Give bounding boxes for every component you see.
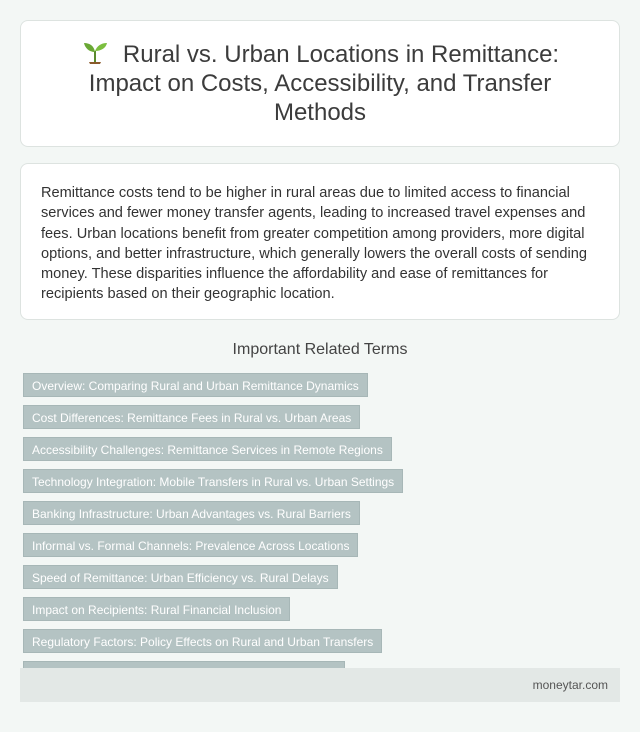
terms-heading: Important Related Terms [232, 341, 408, 358]
page-title-text: Rural vs. Urban Locations in Remittance: Impact on Costs, Accessibility, and Transfer Methods [88, 41, 560, 126]
term-tag[interactable]: Overview: Comparing Rural and Urban Remittance Dynamics [23, 373, 368, 397]
page-title [61, 40, 579, 127]
term-tag[interactable]: Accessibility Challenges: Remittance Services in Remote Regions [23, 437, 392, 461]
sprout-icon [81, 40, 109, 64]
term-tag[interactable]: Regulatory Factors: Policy Effects on Rural and Urban Transfers [23, 629, 382, 653]
summary-card [20, 163, 620, 320]
summary-text: Remittance costs tend to be higher in rural areas due to limited access to financial services and fewer money transfer agents, leading to increased travel expenses and fees. Urban locations benefit from greater competition among providers, more digital options, and better infrastructure, which generally lowers the overall costs of sending money. These disparities influence the affordability and ease of remittances for recipients based on their geographic location. [41, 185, 587, 303]
footer-site-link[interactable]: moneytar.com [532, 678, 608, 692]
term-tag[interactable]: Informal vs. Formal Channels: Prevalence Across Locations [23, 533, 358, 557]
term-tag[interactable]: Cost Differences: Remittance Fees in Rural vs. Urban Areas [23, 405, 360, 429]
terms-list [23, 373, 613, 685]
title-card [20, 20, 620, 147]
term-tag[interactable]: Impact on Recipients: Rural Financial Inclusion [23, 597, 290, 621]
term-tag[interactable]: Speed of Remittance: Urban Efficiency vs. Rural Delays [23, 565, 338, 589]
footer [20, 668, 620, 702]
term-tag[interactable]: Banking Infrastructure: Urban Advantages vs. Rural Barriers [23, 501, 360, 525]
term-tag[interactable]: Technology Integration: Mobile Transfers in Rural vs. Urban Settings [23, 469, 403, 493]
